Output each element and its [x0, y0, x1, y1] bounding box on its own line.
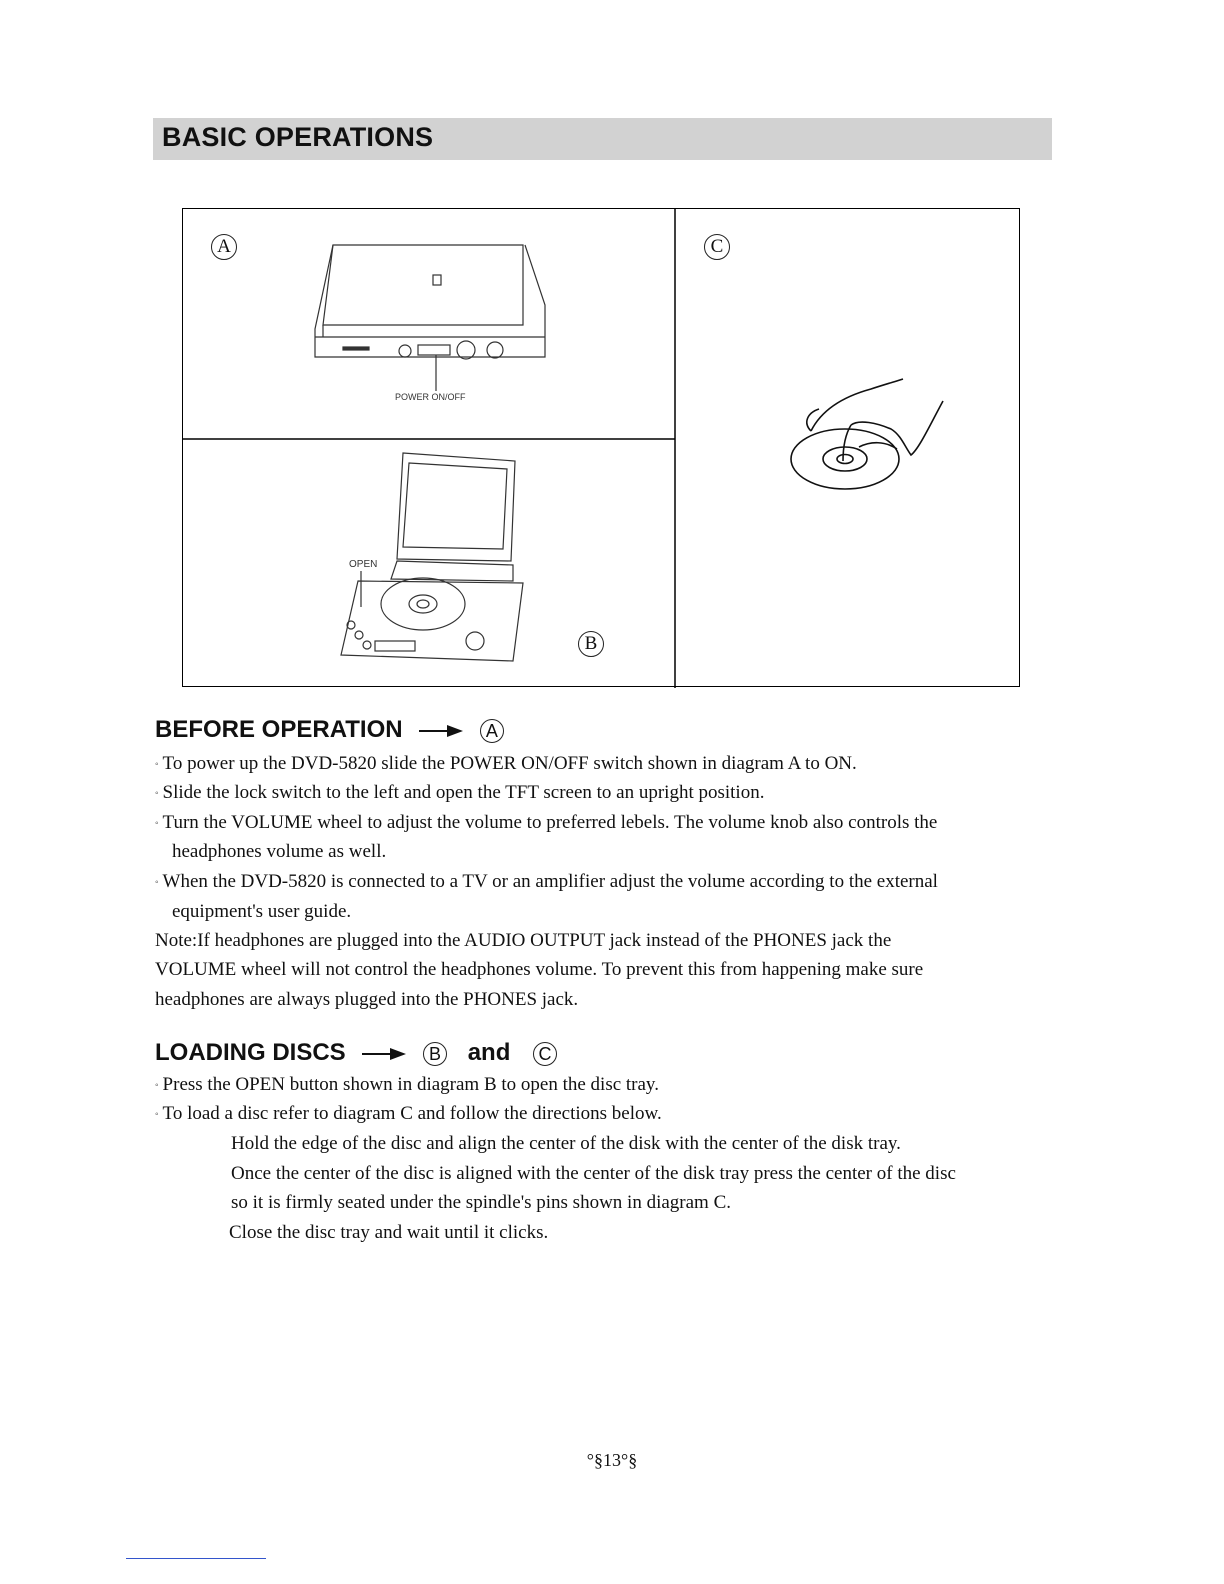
diagram-c-label: C: [704, 234, 730, 260]
hand-disc-illustration: [791, 379, 943, 489]
step-line: Hold the edge of the disc and align the center of the disk with the center of the disk tray.: [231, 1133, 901, 1154]
bullet-icon: ◦: [155, 788, 159, 799]
diagram-ref-a: A: [480, 719, 504, 743]
list-item: ◦ Slide the lock switch to the left and open the TFT screen to an upright position.: [155, 782, 765, 803]
list-item: ◦ Turn the VOLUME wheel to adjust the volume to preferred lebels. The volume knob also controls the: [155, 812, 938, 833]
list-item-continuation: headphones volume as well.: [172, 841, 387, 862]
diagram-drawings: [183, 209, 1021, 688]
diagram-panel: [182, 208, 1020, 687]
note-line: VOLUME wheel will not control the headphones volume. To prevent this from happening make sure: [155, 959, 924, 980]
list-item: ◦ Press the OPEN button shown in diagram B to open the disc tray.: [155, 1074, 659, 1095]
note-line: Note:If headphones are plugged into the AUDIO OUTPUT jack instead of the PHONES jack the: [155, 930, 892, 951]
player-front-illustration: [315, 245, 545, 391]
player-open-illustration: [341, 453, 523, 661]
bullet-icon: ◦: [155, 1080, 159, 1091]
step-line: so it is firmly seated under the spindle's pins shown in diagram C.: [231, 1192, 732, 1213]
arrow-right-icon: [362, 1048, 406, 1060]
diagram-ref-b: B: [423, 1042, 447, 1066]
power-callout-label: POWER ON/OFF: [395, 392, 466, 402]
before-operation-heading: [155, 716, 504, 744]
page-title: BASIC OPERATIONS: [162, 122, 434, 152]
bullet-icon: ◦: [155, 759, 159, 770]
section-header-bar: [153, 118, 1052, 160]
open-callout-label: OPEN: [349, 559, 378, 570]
step-line: Once the center of the disc is aligned with the center of the disk tray press the center of the disc: [231, 1163, 956, 1184]
diagram-a-label: A: [211, 234, 237, 260]
before-operation-title: BEFORE OPERATION: [155, 716, 403, 743]
list-item: ◦ To load a disc refer to diagram C and follow the directions below.: [155, 1103, 662, 1124]
footer-rule: [126, 1558, 266, 1559]
bullet-icon: ◦: [155, 1109, 159, 1120]
note-line: headphones are always plugged into the PHONES jack.: [155, 989, 579, 1010]
bullet-icon: ◦: [155, 877, 159, 888]
list-item-continuation: equipment's user guide.: [172, 901, 352, 922]
loading-discs-title: LOADING DISCS: [155, 1039, 346, 1066]
diagram-b-label: B: [578, 631, 604, 657]
step-line: Close the disc tray and wait until it clicks.: [229, 1222, 549, 1243]
and-word: and: [467, 1039, 511, 1066]
bullet-icon: ◦: [155, 818, 159, 829]
list-item: ◦ To power up the DVD-5820 slide the POWER ON/OFF switch shown in diagram A to ON.: [155, 753, 857, 774]
diagram-ref-c: C: [533, 1042, 557, 1066]
arrow-right-icon: [419, 725, 463, 737]
page-number: °§13°§: [586, 1450, 638, 1470]
loading-discs-heading: [155, 1039, 557, 1067]
list-item: ◦ When the DVD-5820 is connected to a TV or an amplifier adjust the volume according to the external: [155, 871, 938, 892]
